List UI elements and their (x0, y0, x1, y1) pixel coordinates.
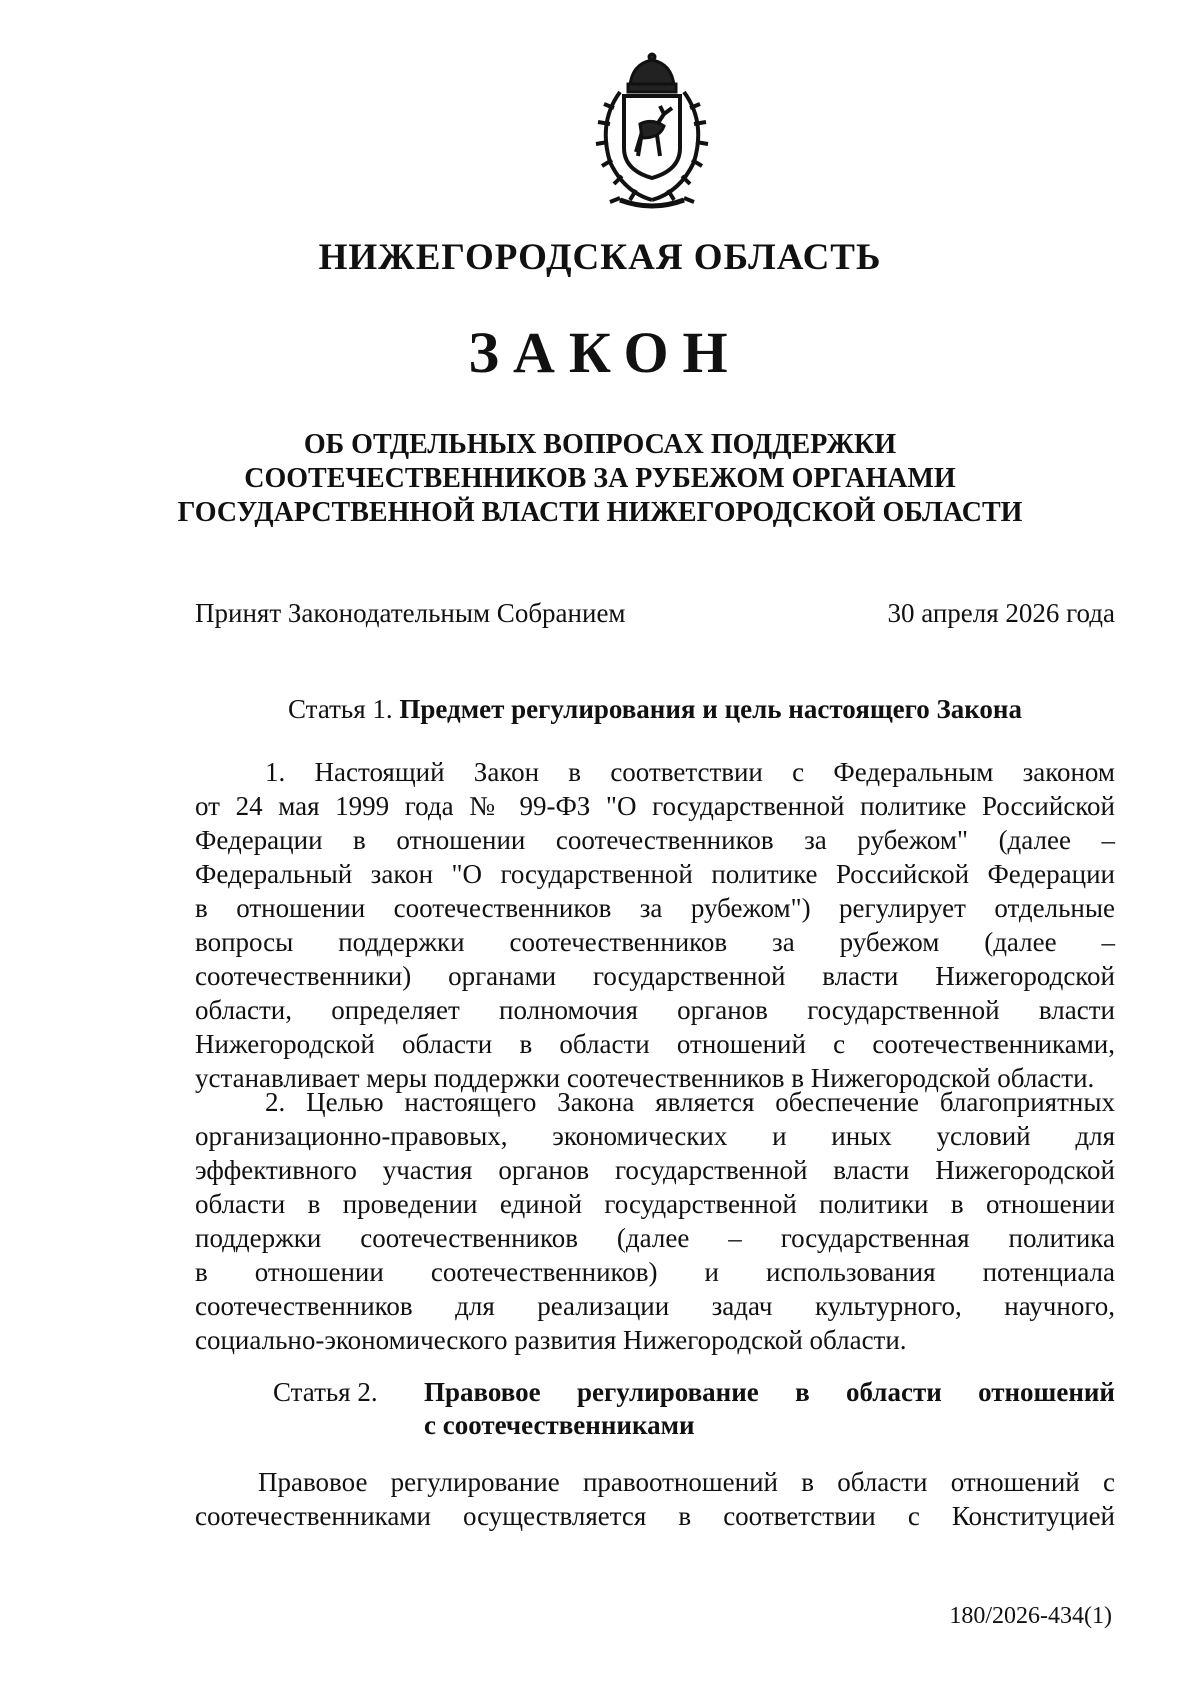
article-2-title-line: Правовое регулирование в области отношений (424, 1377, 1115, 1407)
adoption-label: Принят Законодательным Собранием (195, 598, 626, 628)
law-title-line: ГОСУДАРСТВЕННОЙ ВЛАСТИ НИЖЕГОРОДСКОЙ ОБЛАСТИ (177, 497, 1023, 528)
adoption-date: 30 апреля 2026 года (887, 598, 1115, 628)
text-line: в отношении соотечественников) и использования потенциала (195, 1257, 1115, 1287)
document-type: ЗАКОН (468, 320, 742, 385)
law-title (150, 428, 1050, 530)
text-line: Федерации в отношении соотечественников за рубежом" (далее – (195, 825, 1115, 855)
text-line: поддержки соотечественников (далее – государственная политика (195, 1223, 1115, 1253)
article-1-title: Предмет регулирования и цель настоящего Закона (399, 694, 1022, 724)
text-line: эффективного участия органов государственной власти Нижегородской (195, 1155, 1115, 1185)
document-number: 180/2026-434(1) (949, 1603, 1112, 1629)
article-2-title (424, 1376, 1115, 1442)
text-line: организационно-правовых, экономических и иных условий для (195, 1121, 1115, 1151)
text-line: Федеральный закон "О государственной политике Российской Федерации (195, 859, 1115, 889)
text-line: области в проведении единой государственной политики в отношении (195, 1189, 1115, 1219)
nizhny-novgorod-coat-of-arms-icon (580, 52, 724, 214)
text-line: соотечественников для реализации задач культурного, научного, (195, 1291, 1115, 1321)
text-line: 1. Настоящий Закон в соответствии с Федеральным законом (265, 757, 1115, 787)
article-1-heading (195, 693, 1115, 726)
article-1-paragraph-2 (195, 1085, 1115, 1357)
text-line: соотечественники) органами государственной власти Нижегородской (195, 961, 1115, 991)
text-line: в отношении соотечественников за рубежом") регулирует отдельные (195, 893, 1115, 923)
text-line: вопросы поддержки соотечественников за рубежом (далее – (195, 927, 1115, 957)
adoption-line (195, 596, 1115, 630)
text-line: 2. Целью настоящего Закона является обеспечение благоприятных (265, 1087, 1115, 1117)
region-name: НИЖЕГОРОДСКАЯ ОБЛАСТЬ (318, 237, 882, 278)
article-2-heading (195, 1376, 1115, 1442)
law-title-line: ОБ ОТДЕЛЬНЫХ ВОПРОСАХ ПОДДЕРЖКИ (303, 429, 897, 460)
law-title-line: СООТЕЧЕСТВЕННИКОВ ЗА РУБЕЖОМ ОРГАНАМИ (244, 463, 956, 494)
article-2-paragraph-1 (195, 1465, 1115, 1533)
article-2-number: Статья 2. (273, 1377, 378, 1407)
text-line: Правовое регулирование правоотношений в области отношений с (258, 1467, 1115, 1497)
text-line: социально-экономического развития Нижегородской области. (195, 1325, 907, 1355)
text-line: Нижегородской области в области отношений с соотечественниками, (195, 1029, 1115, 1059)
article-1-paragraph-1 (195, 755, 1115, 1095)
article-1-number: Статья 1. (288, 694, 393, 724)
article-2-title-line: с соотечественниками (424, 1410, 695, 1440)
text-line: устанавливает меры поддержки соотечественников в Нижегородской области. (195, 1063, 1095, 1093)
text-line: области, определяет полномочия органов государственной власти (195, 995, 1115, 1025)
text-line: соотечественниками осуществляется в соответствии с Конституцией (195, 1501, 1115, 1531)
text-line: от 24 мая 1999 года № 99-ФЗ "О государственной политике Российской (195, 791, 1115, 821)
